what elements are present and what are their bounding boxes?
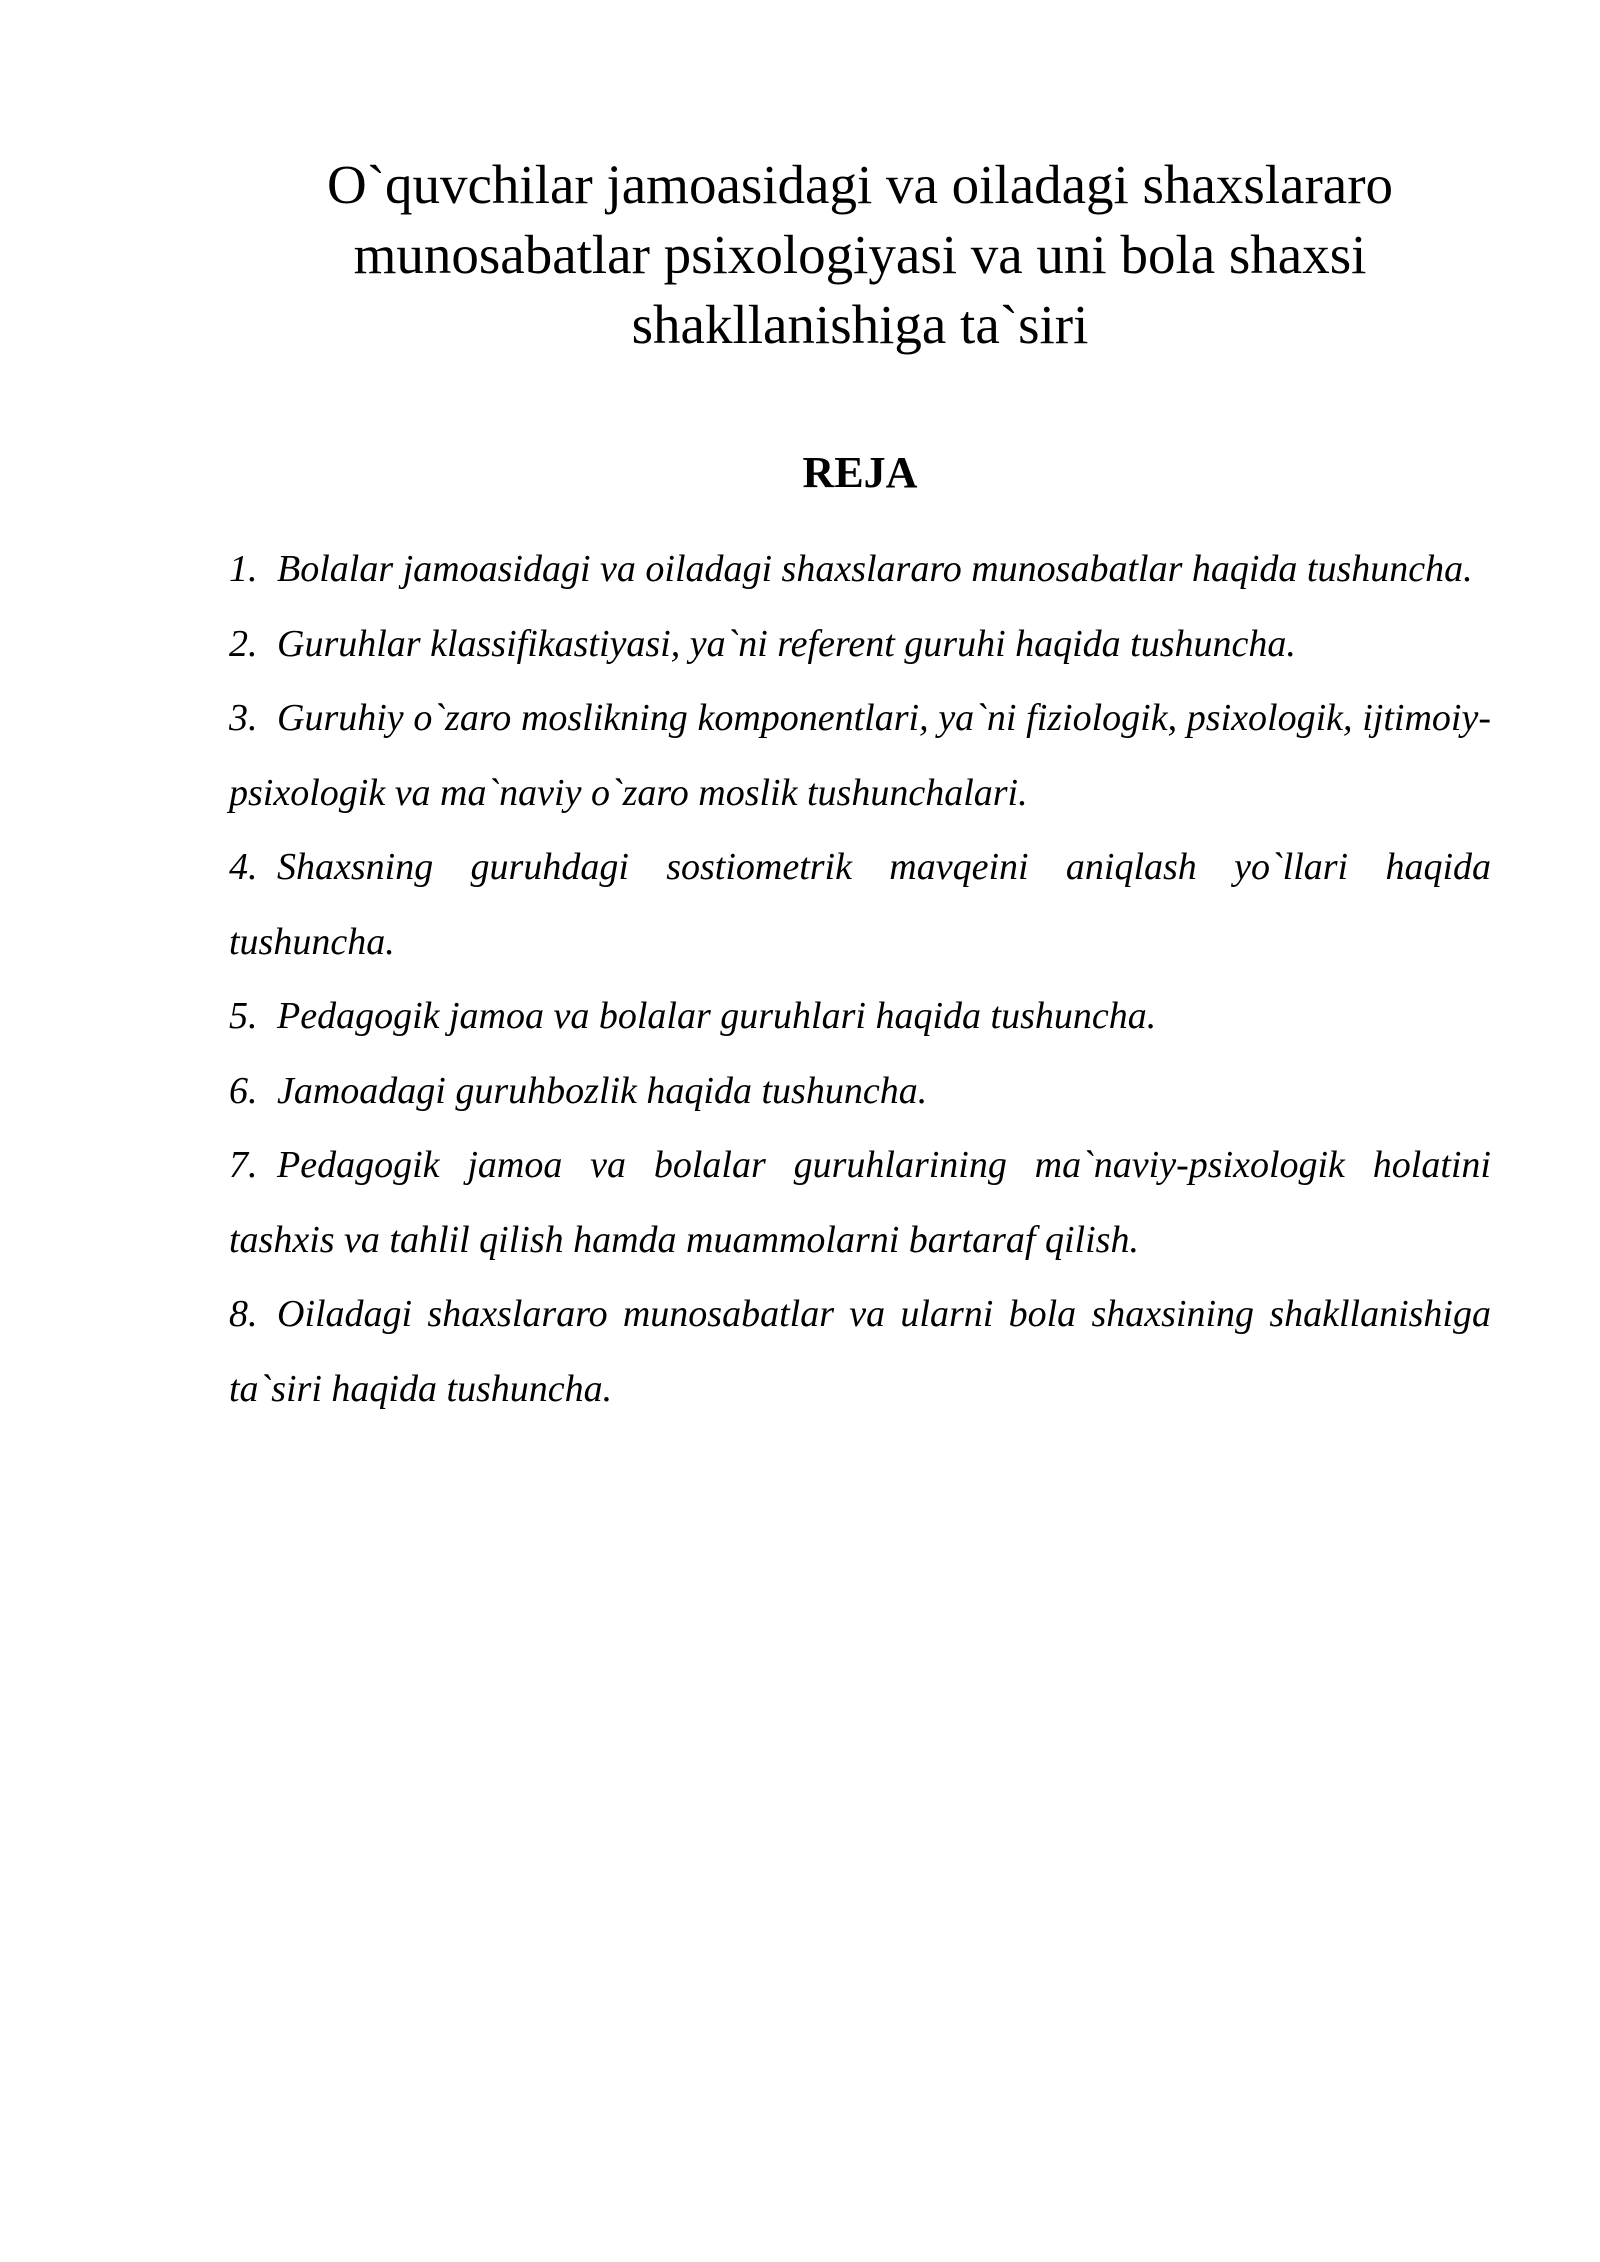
plan-item-3 xyxy=(229,681,1491,830)
plan-item-7 xyxy=(229,1128,1491,1277)
plan-item-number: 6. xyxy=(229,1069,258,1112)
plan-item-5 xyxy=(229,979,1491,1054)
plan-item-number: 7. xyxy=(229,1144,258,1186)
plan-item-number: 2. xyxy=(229,622,258,665)
document-title: O`quvchilar jamoasidagi va oiladagi shaxslararo munosabatlar psixologiyasi va uni bola shaxsi shakllanishiga ta`siri xyxy=(326,154,1394,355)
plan-item-text: Pedagogik jamoa va bolalar guruhlari haqida tushuncha. xyxy=(277,995,1157,1037)
plan-item-text: Guruhiy o`zaro moslikning komponentlari, ya`ni fiziologik, psixologik, ijtimoiy-psixologik va ma`naviy o`zaro moslik tushunchalari. xyxy=(229,697,1491,814)
plan-list xyxy=(229,532,1491,1426)
plan-item-text: Bolalar jamoasidagi va oiladagi shaxslararo munosabatlar haqida tushuncha. xyxy=(277,548,1473,590)
plan-item-2 xyxy=(229,607,1491,682)
plan-heading: REJA xyxy=(802,448,918,497)
plan-item-number: 3. xyxy=(229,697,258,739)
plan-item-text: Oiladagi shaxslararo munosabatlar va ularni bola shaxsining shakllanishiga ta`siri haqida tushuncha. xyxy=(229,1293,1491,1410)
plan-item-6 xyxy=(229,1054,1491,1129)
plan-item-number: 8. xyxy=(229,1293,258,1335)
plan-item-text: Guruhlar klassifikastiyasi, ya`ni referent guruhi haqida tushuncha. xyxy=(277,622,1296,665)
plan-item-text: Shaxsning guruhdagi sostiometrik mavqeini aniqlash yo`llari haqida tushuncha. xyxy=(229,846,1491,963)
plan-item-number: 4. xyxy=(229,846,258,888)
plan-item-4 xyxy=(229,830,1491,979)
plan-item-1 xyxy=(229,532,1491,607)
plan-item-8 xyxy=(229,1277,1491,1426)
plan-item-number: 5. xyxy=(229,995,258,1037)
plan-item-text: Pedagogik jamoa va bolalar guruhlarining ma`naviy-psixologik holatini tashxis va tahlil qilish hamda muammolarni bartaraf qilish. xyxy=(229,1144,1491,1261)
plan-item-number: 1. xyxy=(229,548,258,590)
plan-item-text: Jamoadagi guruhbozlik haqida tushuncha. xyxy=(277,1069,928,1112)
